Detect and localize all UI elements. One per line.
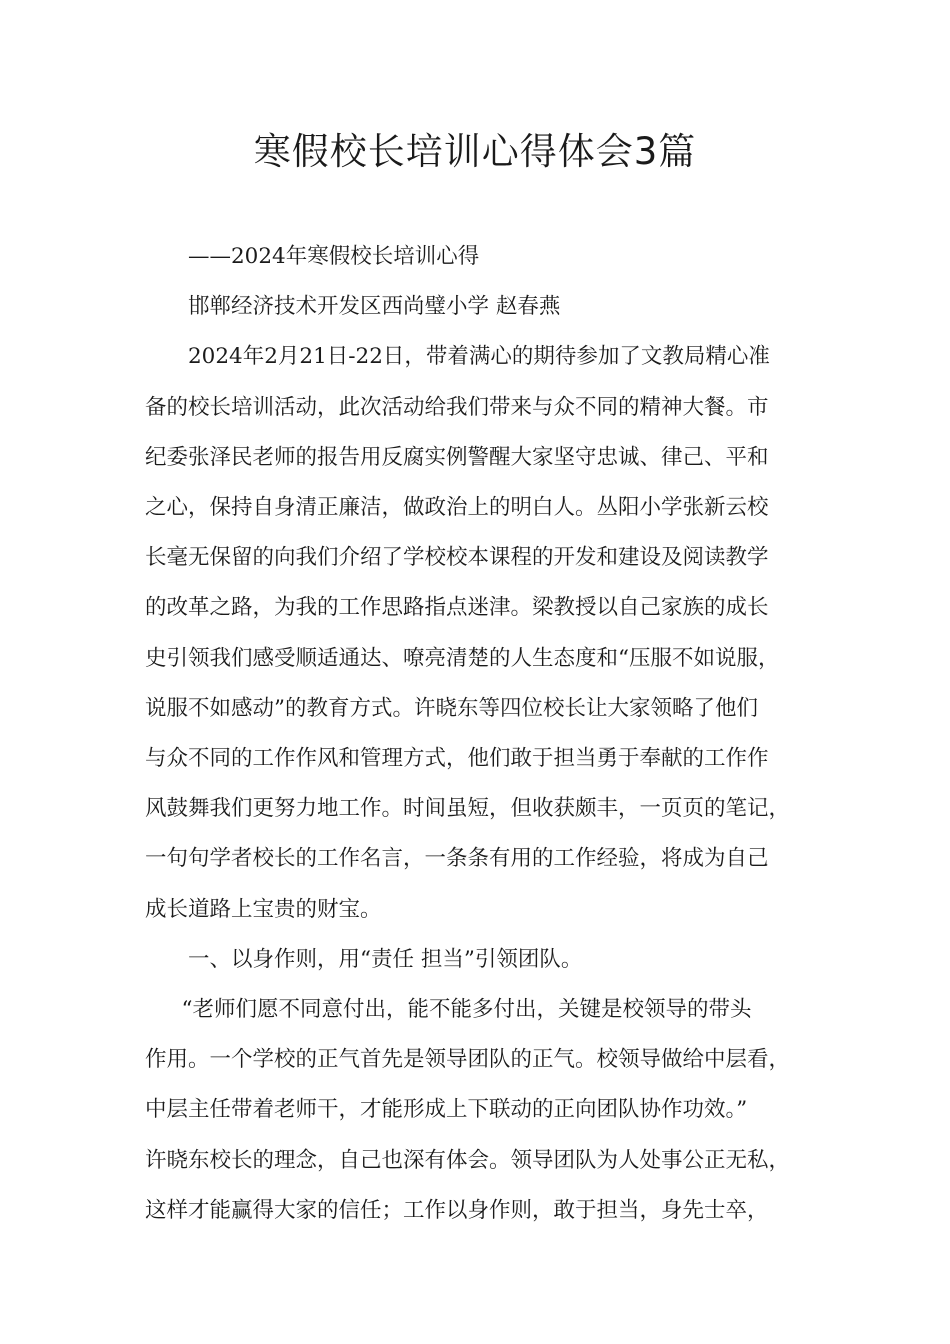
author-line: 邯郸经济技术开发区西尚璧小学 赵春燕 bbox=[188, 294, 561, 320]
paragraph-line: 史引领我们感受顺适通达、嘹亮清楚的人生态度和“压服不如说服， bbox=[145, 645, 780, 671]
paragraph-2 bbox=[145, 985, 810, 1236]
paragraph-line: 纪委张泽民老师的报告用反腐实例警醒大家坚守忠诚、律己、平和 bbox=[145, 444, 769, 470]
paragraph-line: 2024年2月21日-22日，带着满心的期待参加了文教局精心准 bbox=[188, 344, 770, 370]
document-title: 寒假校长培训心得体会3篇 bbox=[253, 130, 697, 173]
paragraph-line: 一句句学者校长的工作名言，一条条有用的工作经验，将成为自己 bbox=[145, 846, 769, 872]
paragraph-line: 说服不如感动”的教育方式。许晓东等四位校长让大家领略了他们 bbox=[145, 695, 758, 721]
paragraph-line: 与众不同的工作作风和管理方式，他们敢于担当勇于奉献的工作作 bbox=[145, 746, 769, 772]
paragraph-line: 的改革之路，为我的工作思路指点迷津。梁教授以自己家族的成长 bbox=[145, 595, 769, 621]
paragraph-line: “老师们愿不同意付出，能不能多付出，关键是校领导的带头 bbox=[181, 997, 752, 1023]
subtitle: ——2024年寒假校长培训心得 bbox=[188, 244, 480, 269]
paragraph-line: 成长道路上宝贵的财宝。 bbox=[145, 896, 382, 922]
paragraph-line: 备的校长培训活动，此次活动给我们带来与众不同的精神大餐。市 bbox=[145, 394, 769, 420]
paragraph-line: 长毫无保留的向我们介绍了学校校本课程的开发和建设及阅读教学 bbox=[145, 545, 769, 571]
paragraph-line: 这样才能赢得大家的信任；工作以身作则，敢于担当，身先士卒， bbox=[145, 1197, 769, 1223]
document-body bbox=[145, 232, 810, 1236]
paragraph-line: 之心，保持自身清正廉洁，做政治上的明白人。丛阳小学张新云校 bbox=[145, 495, 769, 521]
paragraph-line: 许晓东校长的理念，自己也深有体会。领导团队为人处事公正无私， bbox=[145, 1147, 791, 1173]
paragraph-line: 作用。一个学校的正气首先是领导团队的正气。校领导做给中层看， bbox=[145, 1047, 791, 1073]
paragraph-line: 中层主任带着老师干，才能形成上下联动的正向团队协作功效。” bbox=[145, 1097, 748, 1123]
paragraph-1 bbox=[145, 332, 810, 934]
section-heading-1: 一、以身作则，用“责任 担当”引领团队。 bbox=[188, 946, 583, 972]
paragraph-line: 风鼓舞我们更努力地工作。时间虽短，但收获颇丰，一页页的笔记， bbox=[145, 796, 791, 822]
